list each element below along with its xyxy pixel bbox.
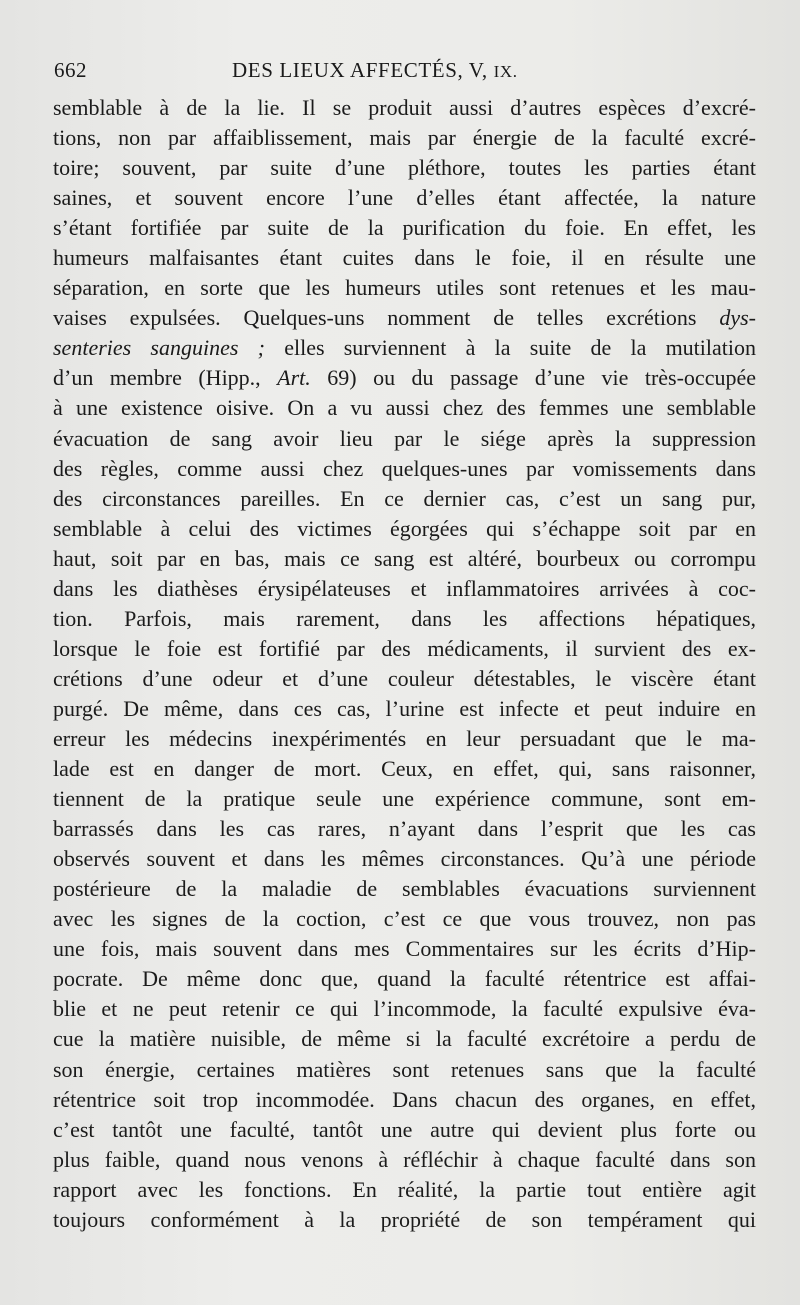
text-line: crétions d’une odeur et d’une couleur détestables, le viscère étant xyxy=(53,665,756,691)
text-line: cue la matière nuisible, de même si la faculté excrétoire a perdu de xyxy=(53,1026,756,1052)
text-line: s’étant fortifiée par suite de la purification du foie. En effet, les xyxy=(53,215,756,241)
text-segment: elles surviennent à la suite de la mutilation xyxy=(264,335,757,361)
text-line: séparation, en sorte que les humeurs utiles sont retenues et les mau- xyxy=(53,275,756,301)
text-segment: 69) ou du passage d’une vie très-occupée xyxy=(310,365,756,391)
text-line: une fois, mais souvent dans mes Commentaires sur les écrits d’Hip- xyxy=(53,936,756,962)
running-title xyxy=(232,58,518,83)
text-line: lorsque le foie est fortifié par des médicaments, il survient des ex- xyxy=(53,635,756,661)
text-line xyxy=(53,363,756,393)
text-line: avec les signes de la coction, c’est ce que vous trouvez, non pas xyxy=(53,906,756,932)
italic-term: senteries sanguines ; xyxy=(53,335,265,361)
italic-term: dys- xyxy=(719,305,756,331)
page-number: 662 xyxy=(54,58,87,82)
text-line xyxy=(53,303,756,333)
text-line: semblable à de la lie. Il se produit aussi d’autres espèces d’excré- xyxy=(53,95,756,120)
text-line: lade est en danger de mort. Ceux, en effet, qui, sans raisonner, xyxy=(53,756,756,782)
text-line: toire; souvent, par suite d’une pléthore, toutes les parties étant xyxy=(53,155,756,181)
running-title-roman: IX. xyxy=(493,62,518,81)
text-line xyxy=(53,333,756,363)
text-line: évacuation de sang avoir lieu par le siége après la suppression xyxy=(53,425,756,451)
text-line: rapport avec les fonctions. En réalité, la partie tout entière agit xyxy=(53,1176,756,1202)
body-text xyxy=(53,93,756,1235)
text-line: c’est tantôt une faculté, tantôt une autre qui devient plus forte ou xyxy=(53,1116,756,1142)
text-line: barrassés dans les cas rares, n’ayant dans l’esprit que les cas xyxy=(53,816,756,842)
text-line: dans les diathèses érysipélateuses et inflammatoires arrivées à coc- xyxy=(53,575,756,601)
text-line: observés souvent et dans les mêmes circonstances. Qu’à une période xyxy=(53,846,756,872)
text-line: pocrate. De même donc que, quand la faculté rétentrice est affai- xyxy=(53,966,756,992)
italic-reference: Art. xyxy=(277,365,311,391)
text-segment: d’un membre (Hipp., xyxy=(53,365,278,391)
text-line: postérieure de la maladie de semblables évacuations surviennent xyxy=(53,876,756,902)
text-segment: vaises expulsées. Quelques-uns nomment de telles excrétions xyxy=(53,305,697,331)
text-line: tions, non par affaiblissement, mais par énergie de la faculté excré- xyxy=(53,125,756,151)
text-line: toujours conformément à la propriété de son tempérament qui xyxy=(53,1206,756,1232)
text-line: à une existence oisive. On a vu aussi chez des femmes une semblable xyxy=(53,395,756,421)
text-line: tion. Parfois, mais rarement, dans les affections hépatiques, xyxy=(53,605,756,631)
text-line: son énergie, certaines matières sont retenues sans que la faculté xyxy=(53,1056,756,1082)
text-line: blie et ne peut retenir ce qui l’incommode, la faculté expulsive éva- xyxy=(53,996,756,1022)
text-line: saines, et souvent encore l’une d’elles étant affectée, la nature xyxy=(53,185,756,211)
text-line: semblable à celui des victimes égorgées qui s’échappe soit par en xyxy=(53,515,756,541)
text-line: erreur les médecins inexpérimentés en leur persuadant que le ma- xyxy=(53,725,756,751)
text-line: tiennent de la pratique seule une expérience commune, sont em- xyxy=(53,786,756,812)
text-line: haut, soit par en bas, mais ce sang est altéré, bourbeux ou corrompu xyxy=(53,545,756,571)
text-line: humeurs malfaisantes étant cuites dans le foie, il en résulte une xyxy=(53,245,756,271)
text-line: rétentrice soit trop incommodée. Dans chacun des organes, en effet, xyxy=(53,1086,756,1112)
text-line: purgé. De même, dans ces cas, l’urine est infecte et peut induire en xyxy=(53,695,756,721)
text-line: des règles, comme aussi chez quelques-unes par vomissements dans xyxy=(53,455,756,481)
text-line: plus faible, quand nous venons à réfléchir à chaque faculté dans son xyxy=(53,1146,756,1172)
text-line: des circonstances pareilles. En ce dernier cas, c’est un sang pur, xyxy=(53,485,756,511)
running-head xyxy=(54,58,754,82)
running-title-main: DES LIEUX AFFECTÉS, V, xyxy=(232,58,488,82)
